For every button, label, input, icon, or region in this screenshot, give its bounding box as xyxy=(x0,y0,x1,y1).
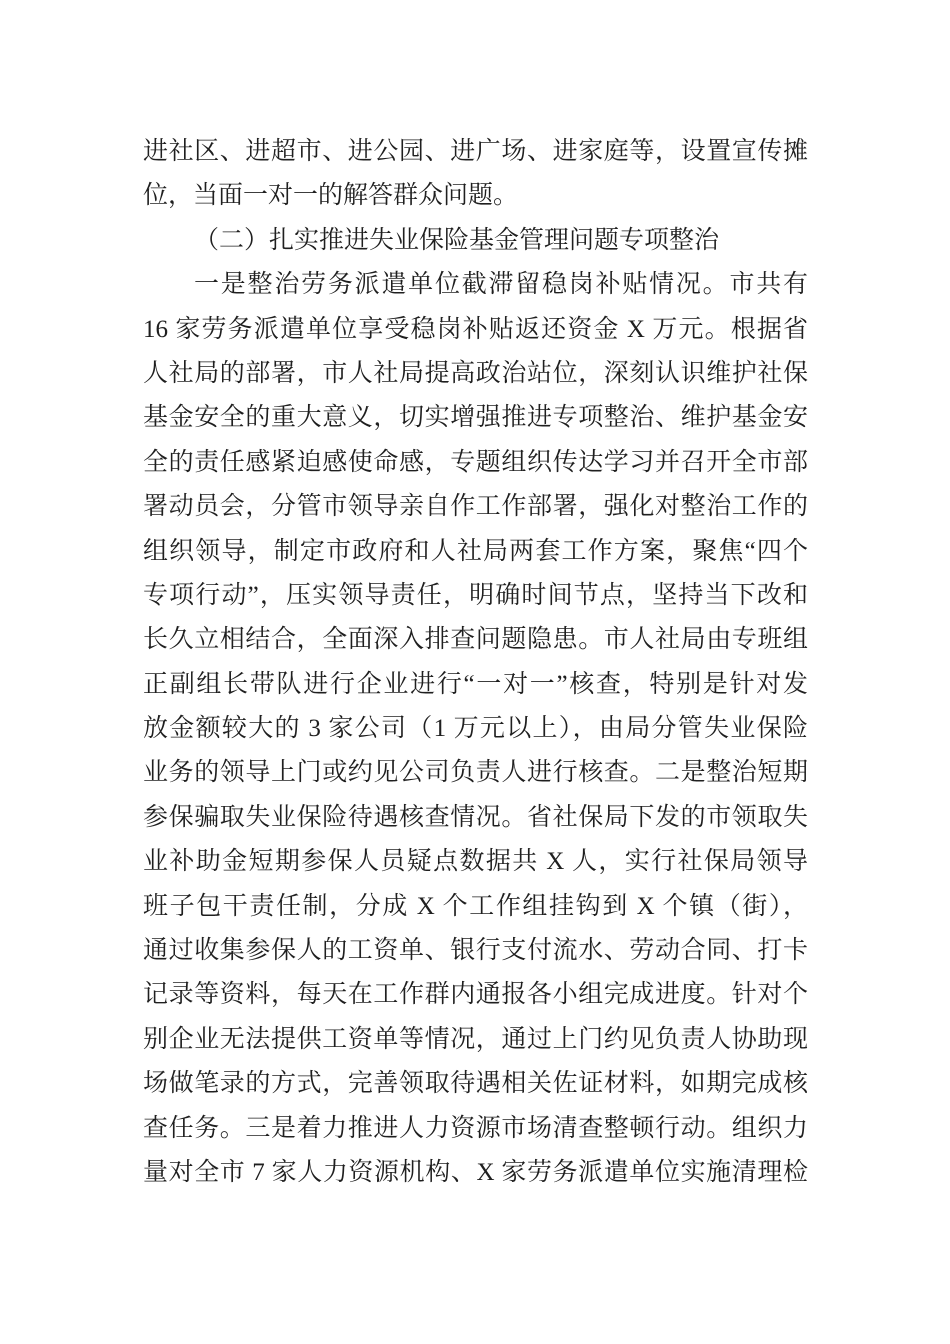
text-line: 16 家劳务派遣单位享受稳岗补贴返还资金 X 万元。根据省 xyxy=(143,315,808,343)
text-line: 专项行动”，压实领导责任，明确时间节点，坚持当下改和 xyxy=(143,581,808,609)
text-line: 记录等资料，每天在工作群内通报各小组完成进度。针对个 xyxy=(143,981,808,1009)
section-heading xyxy=(143,219,808,263)
paragraph-continuation xyxy=(143,130,808,219)
text-line: （二）扎实推进失业保险基金管理问题专项整治 xyxy=(194,226,720,254)
text-line: 查任务。三是着力推进人力资源市场清查整顿行动。组织力 xyxy=(143,1114,808,1142)
text-line: 放金额较大的 3 家公司（1 万元以上），由局分管失业保险 xyxy=(143,715,808,743)
text-line: 组织领导，制定市政府和人社局两套工作方案，聚焦“四个 xyxy=(143,537,808,565)
text-line: 业补助金短期参保人员疑点数据共 X 人，实行社保局领导 xyxy=(143,848,808,876)
text-line: 人社局的部署，市人社局提高政治站位，深刻认识维护社保 xyxy=(143,359,808,387)
text-line: 一是整治劳务派遣单位截滞留稳岗补贴情况。市共有 xyxy=(194,271,808,299)
text-line: 正副组长带队进行企业进行“一对一”核查，特别是针对发 xyxy=(143,670,808,698)
text-line: 场做笔录的方式，完善领取待遇相关佐证材料，如期完成核 xyxy=(143,1070,808,1098)
text-line: 参保骗取失业保险待遇核查情况。省社保局下发的市领取失 xyxy=(143,803,808,831)
text-line: 通过收集参保人的工资单、银行支付流水、劳动合同、打卡 xyxy=(143,937,808,965)
text-line: 全的责任感紧迫感使命感，专题组织传达学习并召开全市部 xyxy=(143,448,808,476)
document-text xyxy=(143,130,808,1195)
text-line: 进社区、进超市、进公园、进广场、进家庭等，设置宣传摊 xyxy=(143,138,808,165)
paragraph-body xyxy=(143,263,808,1195)
text-line: 长久立相结合，全面深入排查问题隐患。市人社局由专班组 xyxy=(143,626,808,654)
text-line: 基金安全的重大意义，切实增强推进专项整治、维护基金安 xyxy=(143,404,808,432)
text-line: 位，当面一对一的解答群众问题。 xyxy=(143,182,519,210)
text-line: 班子包干责任制，分成 X 个工作组挂钩到 X 个镇（街）， xyxy=(143,892,808,920)
text-line: 别企业无法提供工资单等情况，通过上门约见负责人协助现 xyxy=(143,1025,808,1053)
text-line: 量对全市 7 家人力资源机构、X 家劳务派遣单位实施清理检 xyxy=(143,1158,808,1186)
text-line: 署动员会，分管市领导亲自作工作部署，强化对整治工作的 xyxy=(143,493,808,521)
text-line: 业务的领导上门或约见公司负责人进行核查。二是整治短期 xyxy=(143,759,808,787)
